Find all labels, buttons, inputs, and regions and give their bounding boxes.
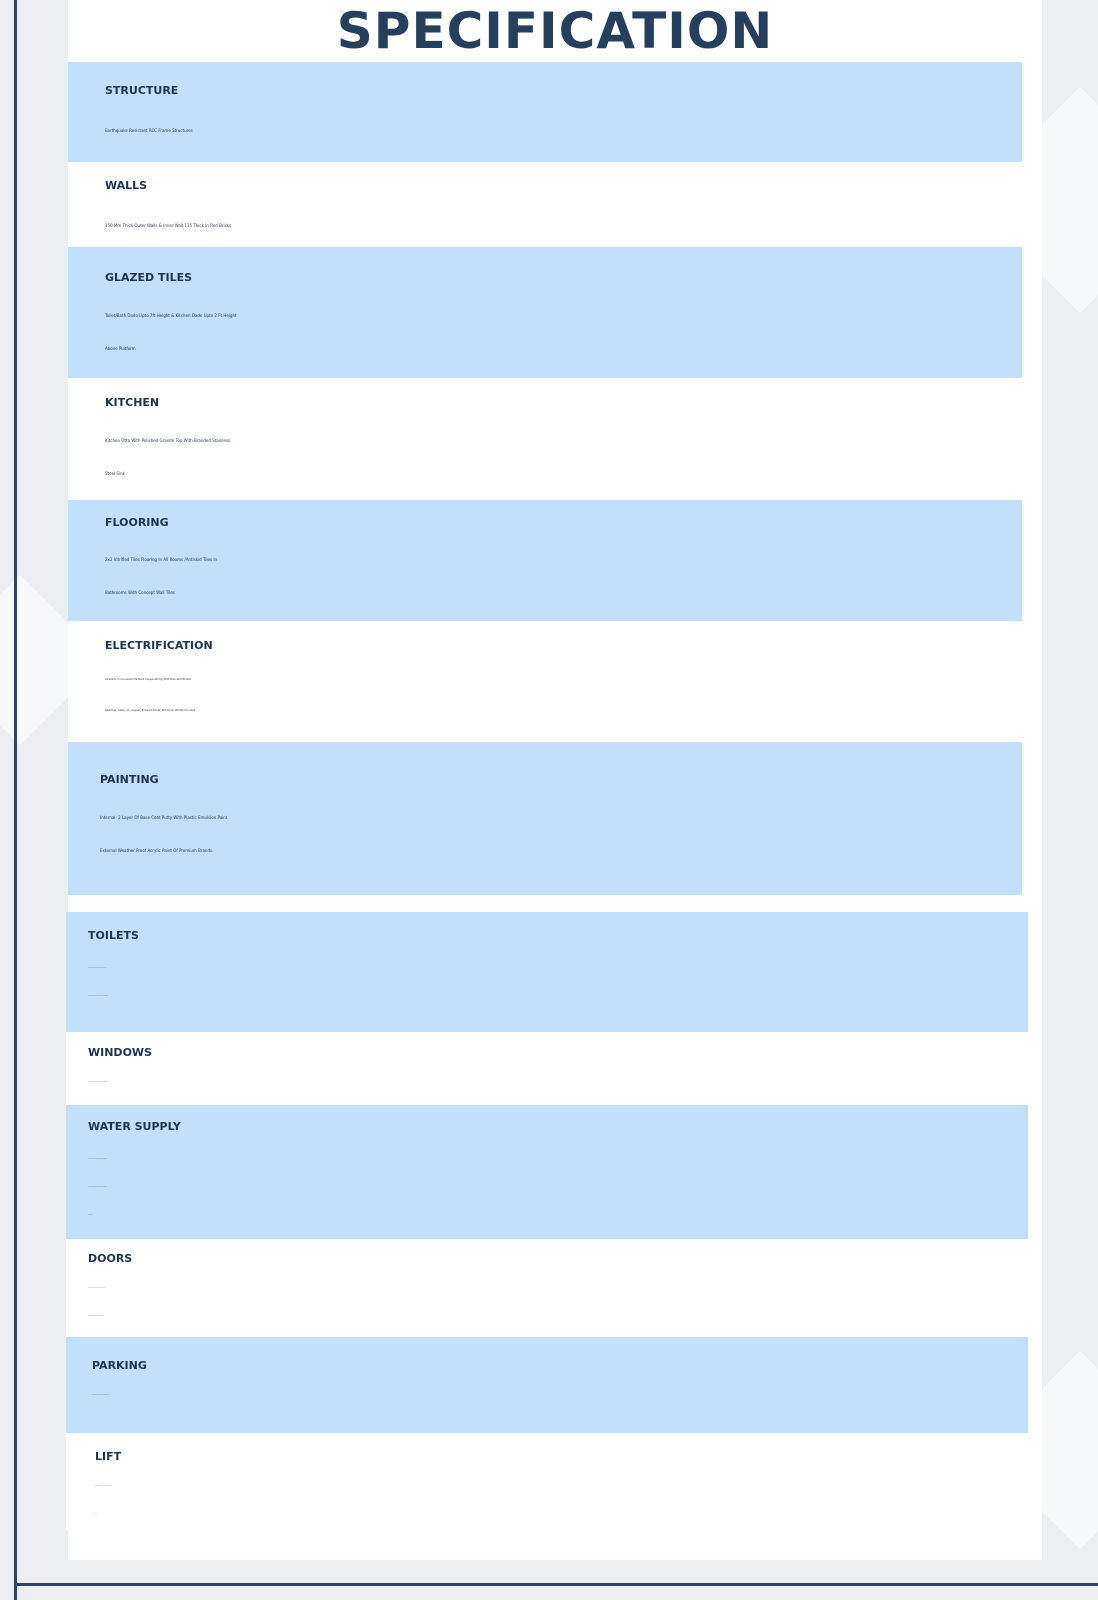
section-heading: FLOORING: [105, 516, 169, 529]
spec-section-water-supply: [66, 1105, 1028, 1239]
section-heading: DOORS: [88, 1252, 133, 1265]
section-description-line: [88, 982, 1028, 1010]
section-description-line: [95, 1472, 1028, 1500]
spec-section-electrification: [68, 621, 1022, 742]
section-description-line: Bathrooms With Concept Wall Tiles: [105, 590, 175, 595]
section-description-line: [92, 1381, 1028, 1409]
section-description-line: [88, 1274, 1028, 1302]
section-description-line: [95, 1500, 1028, 1528]
section-description-line: Kitchen Otta With Polished Granite Top With Branded Stainless: [105, 438, 231, 443]
section-description-line: [88, 1068, 1028, 1096]
spec-section-doors: [66, 1239, 1028, 1337]
spec-section-toilets: [66, 912, 1028, 1032]
section-description-line: [88, 954, 1028, 982]
spec-section-flooring: [68, 500, 1022, 621]
section-description-line: Above Platform: [105, 346, 136, 351]
section-heading: PAINTING: [100, 773, 159, 786]
section-heading: WALLS: [105, 179, 148, 192]
section-heading: ELECTRIFICATION: [105, 639, 213, 652]
section-heading: STRUCTURE: [105, 84, 179, 97]
section-description-line: Steel Sink: [105, 471, 125, 476]
section-description-line: All Points In Concealed ISI Mark Copper Wiring With Branded Modular: [105, 678, 192, 681]
section-description-line: [88, 1302, 1028, 1330]
section-heading: LIFT: [95, 1450, 122, 1463]
section-description-line: 2x2 Vitrified Tiles Flooring In All Rooms /Antiskid Tiles In: [105, 557, 218, 562]
section-heading: WINDOWS: [88, 1046, 152, 1059]
spec-section-kitchen: [68, 378, 1022, 500]
page-title: SPECIFICATION: [336, 2, 774, 60]
spec-section-parking: [66, 1337, 1028, 1433]
spec-section-lift: [66, 1433, 1028, 1530]
section-description-line: Earthquake Resistant RCC Frame Structures: [105, 128, 193, 133]
spec-section-glazed-tiles: [68, 247, 1022, 378]
section-description-line: Internal- 2 Layer Of Base Coat Putty With Plastic Emulsion Paint: [100, 815, 228, 820]
section-description-line: [88, 1145, 1028, 1173]
section-heading: GLAZED TILES: [105, 271, 193, 284]
frame-bottom-border: [14, 1583, 1098, 1586]
section-heading: PARKING: [92, 1359, 147, 1372]
section-heading: TOILETS: [88, 929, 139, 942]
spec-section-walls: [68, 162, 1022, 247]
section-heading: KITCHEN: [105, 396, 160, 409]
section-description-line: External Weather Proof Acrylic Paint Of Premium Brands.: [100, 848, 214, 853]
section-description-line: [88, 1173, 1028, 1201]
section-description-line: Switches, Cable, AC, Geyser, Exhaust Points, Wifi Point, Will Be Provided: [105, 709, 196, 712]
frame-left-border: [14, 0, 17, 1600]
spec-section-structure: [68, 62, 1022, 162]
spec-section-painting: [68, 742, 1022, 895]
section-description-line: [88, 1201, 1028, 1229]
section-description-line: Toilet/Bath Dado Upto 7ft Height & Kitchen Dado Upto 2 Ft Height: [105, 313, 237, 318]
spec-section-windows: [66, 1032, 1028, 1105]
section-heading: WATER SUPPLY: [88, 1120, 181, 1133]
section-description-line: 150 Mm Thick Outer Walls & Inner Wall 115 Thick In Red Bricks: [105, 223, 232, 228]
